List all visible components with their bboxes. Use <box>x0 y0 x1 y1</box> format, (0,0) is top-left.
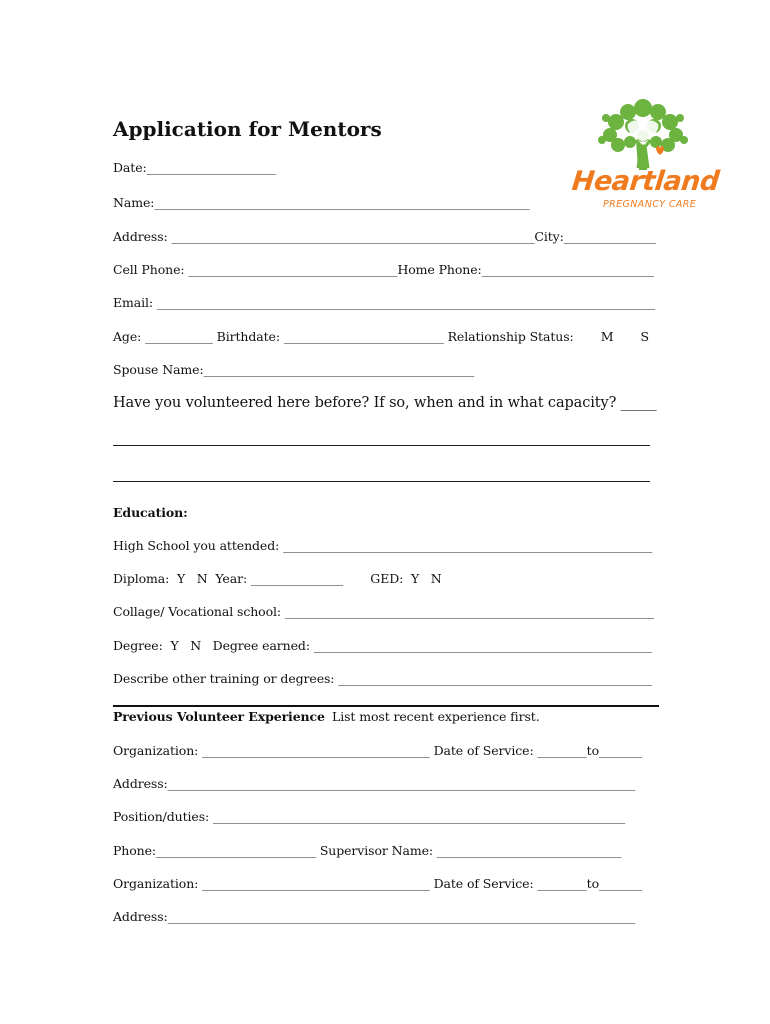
phone-fields[interactable]: Cell Phone: __________________________________Home Phone:____________________________ <box>113 262 654 277</box>
organization-field-1[interactable]: Organization: _____________________________________ Date of Service: ________to_______ <box>113 743 643 758</box>
volunteer-address-field-2[interactable]: Address:____________________________________________________________________________ <box>113 909 636 924</box>
high-school-field[interactable]: High School you attended: ____________________________________________________________ <box>113 538 653 553</box>
spouse-name-field[interactable]: Spouse Name:____________________________________________ <box>113 362 475 377</box>
volunteer-note: List most recent experience first. <box>332 709 540 724</box>
address-city-field[interactable]: Address: ___________________________________________________________City:_______________ <box>113 229 656 244</box>
answer-line-2[interactable] <box>113 481 650 482</box>
logo-tagline: PREGNANCY CARE <box>603 199 697 210</box>
diploma-ged-field[interactable]: Diploma: Y N Year: _______________ GED: Y N <box>113 571 442 586</box>
organization-field-2[interactable]: Organization: _____________________________________ Date of Service: ________to_______ <box>113 876 643 891</box>
volunteer-heading: Previous Volunteer Experience <box>113 709 325 724</box>
answer-line-1[interactable] <box>113 445 650 446</box>
college-field[interactable]: Collage/ Vocational school: ____________________________________________________________ <box>113 604 654 619</box>
position-duties-field[interactable]: Position/duties: ___________________________________________________________________ <box>113 809 626 824</box>
page-title: Application for Mentors <box>113 117 382 141</box>
section-divider <box>113 705 659 707</box>
volunteered-before-question[interactable]: Have you volunteered here before? If so, when and in what capacity? _____ <box>113 395 657 411</box>
education-heading: Education: <box>113 505 188 520</box>
name-field[interactable]: Name:_____________________________________________________________ <box>113 195 530 210</box>
other-training-field[interactable]: Describe other training or degrees: ___________________________________________________ <box>113 671 652 686</box>
age-birthdate-relationship-fields[interactable]: Age: ___________ Birthdate: __________________________ Relationship Status: M S <box>113 329 650 344</box>
volunteer-address-field-1[interactable]: Address:____________________________________________________________________________ <box>113 776 636 791</box>
email-field[interactable]: Email: _________________________________________________________________________________ <box>113 295 656 310</box>
logo-wordmark: Heartland <box>570 166 721 197</box>
degree-field[interactable]: Degree: Y N Degree earned: _______________________________________________________ <box>113 638 653 653</box>
date-field[interactable]: Date:_____________________ <box>113 160 276 175</box>
phone-supervisor-field[interactable]: Phone:__________________________ Supervisor Name: ______________________________ <box>113 843 622 858</box>
